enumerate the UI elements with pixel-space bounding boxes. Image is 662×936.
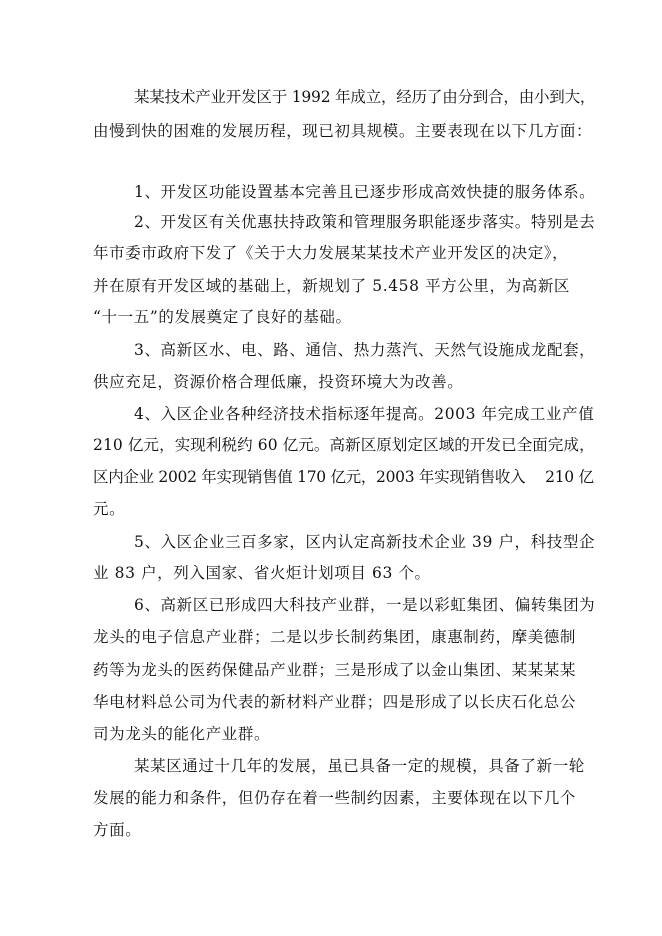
point-6-line-4: 华电材料总公司为代表的新材料产业群；四是形成了以长庆石化总公: [93, 693, 577, 711]
point-3-line-1: 3、高新区水、电、路、通信、热力蒸汽、天然气设施成龙配套，: [134, 341, 596, 359]
point-4-line-4: 元。: [93, 500, 126, 518]
point-2-line-2: 年市委市政府下发了《关于大力发展某某技术产业开发区的决定》，: [93, 244, 569, 262]
point-6-line-1: 6、高新区已形成四大科技产业群，一是以彩虹集团、偏转集团为: [134, 596, 596, 614]
point-2-line-4: “十一五”的发展奠定了良好的基础。: [93, 308, 352, 326]
intro-line-2: 由慢到快的困难的发展历程，现已初具规模。主要表现在以下几方面：: [93, 122, 593, 140]
point-1-line-1: 1、开发区功能设置基本完善且已逐步形成高效快捷的服务体系。: [134, 183, 596, 201]
point-4-line-2: 210 亿元，实现利税约 60 亿元。高新区原划定区域的开发已全面完成，: [93, 436, 595, 454]
point-5-line-2: 业 83 户，列入国家、省火炬计划项目 63 个。: [93, 564, 431, 582]
point-2-line-3: 并在原有开发区域的基础上，新规划了 5.458 平方公里，为高新区: [93, 277, 571, 295]
point-2-line-1: 2、开发区有关优惠扶持政策和管理服务职能逐步落实。特别是去: [134, 213, 596, 231]
point-6-line-2: 龙头的电子信息产业群；二是以步长制药集团，康惠制药，摩美德制: [93, 628, 577, 646]
point-3-line-2: 供应充足，资源价格合理低廉，投资环境大为改善。: [93, 373, 464, 391]
closing-line-1: 某某区通过十几年的发展，虽已具备一定的规模，具备了新一轮: [134, 757, 585, 775]
point-4-line-1: 4、入区企业各种经济技术指标逐年提高。2003 年完成工业产值: [134, 405, 595, 423]
point-4-line-3: 区内企业 2002 年实现销售值 170 亿元，2003 年实现销售收入 210 亿: [93, 468, 594, 486]
point-6-line-5: 司为龙头的能化产业群。: [93, 725, 271, 743]
intro-line-1: 某某技术产业开发区于 1992 年成立，经历了由分到合，由小到大，: [134, 88, 596, 106]
point-6-line-3: 药等为龙头的医药保健品产业群；三是形成了以金山集团、某某某某: [93, 661, 577, 679]
point-5-line-1: 5、入区企业三百多家，区内认定高新技术企业 39 户，科技型企: [134, 533, 596, 551]
closing-line-3: 方面。: [93, 821, 142, 839]
closing-line-2: 发展的能力和条件，但仍存在着一些制约因素，主要体现在以下几个: [93, 789, 577, 807]
